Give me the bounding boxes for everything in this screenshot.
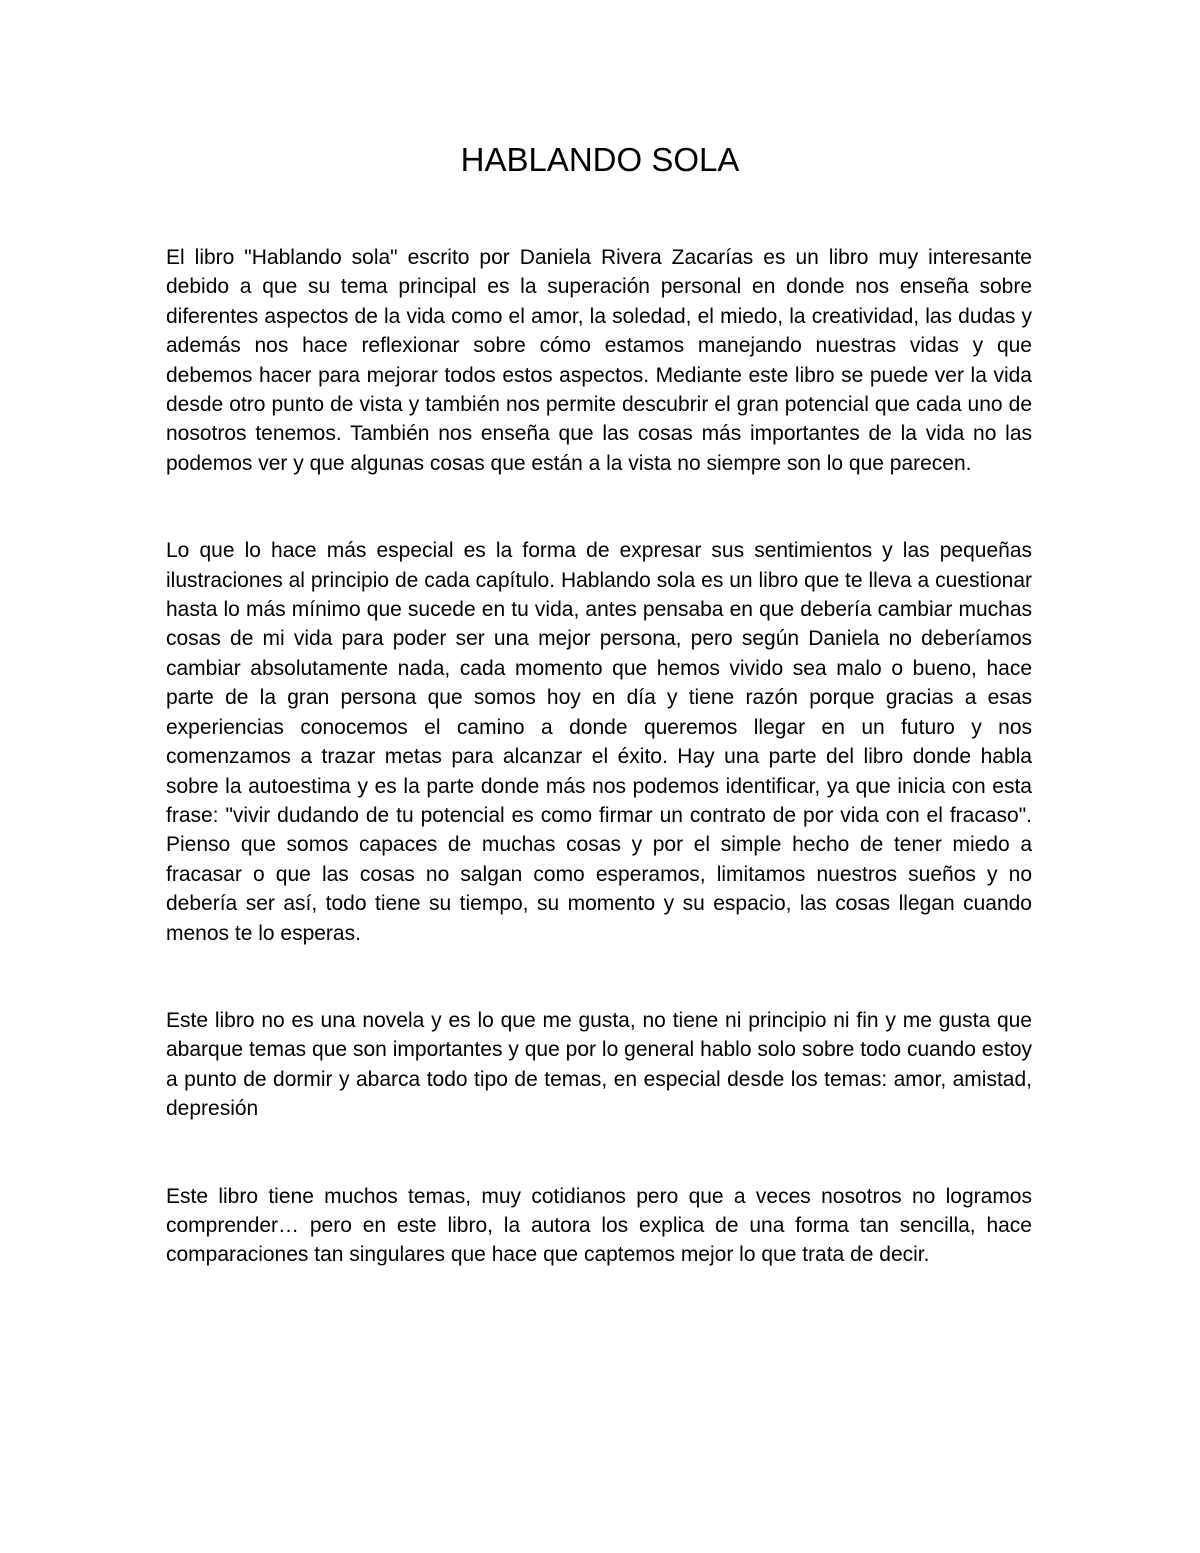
paragraph-1: El libro "Hablando sola" escrito por Daniela Rivera Zacarías es un libro muy interesante debido a que su tema principal es la superación personal en donde nos enseña sobre diferentes aspectos de la vida como el amor, la soledad, el miedo, la creatividad, las dudas y además nos hace reflexionar sobre cómo estamos manejando nuestras vidas y que debemos hacer para mejorar todos estos aspectos. Mediante este libro se puede ver la vida desde otro punto de vista y también nos permite descubrir el gran potencial que cada uno de nosotros tenemos. También nos enseña que las cosas más importantes de la vida no las podemos ver y que algunas cosas que están a la vista no siempre son lo que parecen.	[166, 246, 1032, 475]
paragraph-4: Este libro tiene muchos temas, muy cotidianos pero que a veces nosotros no logramos comprender… pero en este libro, la autora los explica de una forma tan sencilla, hace comparaciones tan singulares que hace que captemos mejor lo que trata de decir.	[166, 1184, 1032, 1267]
paragraph-3: Este libro no es una novela y es lo que me gusta, no tiene ni principio ni fin y me gusta que abarque temas que son importantes y que por lo general hablo solo sobre todo cuando estoy a punto de dormir y abarca todo tipo de temas, en especial desde los temas: amor, amistad, depresión	[166, 1008, 1032, 1121]
document-title: HABLANDO SOLA	[460, 141, 740, 178]
paragraph-2: Lo que lo hace más especial es la forma de expresar sus sentimientos y las pequeñas ilustraciones al principio de cada capítulo. Hablando sola es un libro que te lleva a cuestionar hasta lo más mínimo que sucede en tu vida, antes pensaba en que debería cambiar muchas cosas de mi vida para poder ser una mejor persona, pero según Daniela no deberíamos cambiar absolutamente nada, cada momento que hemos vivido sea malo o bueno, hace parte de la gran persona que somos hoy en día y tiene razón porque gracias a esas experiencias conocemos el camino a donde queremos llegar en un futuro y nos comenzamos a trazar metas para alcanzar el éxito. Hay una parte del libro donde habla sobre la autoestima y es la parte donde más nos podemos identificar, ya que inicia con esta frase: "vivir dudando de tu potencial es como firmar un contrato de por vida con el fracaso". Pienso que somos capaces de muchas cosas y por el simple hecho de tener miedo a fracasar o que las cosas no salgan como esperamos, limitamos nuestros sueños y no debería ser así, todo tiene su tiempo, su momento y su espacio, las cosas llegan cuando menos te lo esperas.	[166, 539, 1032, 945]
document-body	[166, 243, 1032, 1270]
